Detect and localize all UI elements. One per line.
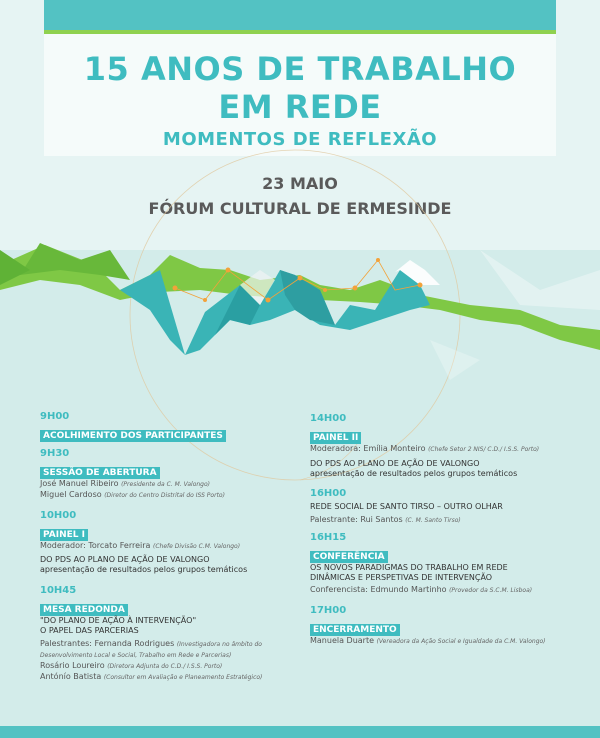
topic-line: REDE SOCIAL DE SANTO TIRSO – OUTRO OLHAR [310,502,503,511]
session-time: 14H00 [310,413,347,424]
session-panel-1 [40,510,247,575]
moderator-name: Moderadora: Emília Monteiro [310,444,426,453]
speaker-role: (Investigadora no âmbito do [176,641,262,648]
session-time: 10H45 [40,585,77,596]
speaker-name: Miguel Cardoso [40,490,102,499]
session-panel-2 [310,413,539,479]
topic-line: O PAPEL DAS PARCERIAS [40,626,139,635]
topic-line: DO PDS AO PLANO DE AÇÃO DE VALONGO [310,459,480,468]
title-line-1: 15 ANOS DE TRABALHO [83,50,517,88]
speaker-name: José Manuel Ribeiro [40,479,119,488]
session-time: 17H00 [310,605,347,616]
speaker-line [40,490,225,501]
session-time: 16H15 [310,532,347,543]
session-label: CONFERÊNCIA [310,551,388,563]
page-subtitle: MOMENTOS DE REFLEXÃO [162,129,438,150]
speaker-name: Palestrante: Rui Santos [310,515,403,524]
speaker-line [40,661,262,672]
speaker-role: (Provedor da S.C.M. Lisboa) [449,587,533,594]
speaker-role: (C. M. Santo Tirso) [405,517,461,524]
moderator-role: (Chefe Divisão C.M. Valongo) [153,543,241,550]
session-label: SESSÃO DE ABERTURA [40,467,160,479]
session-label: MESA REDONDA [40,604,128,616]
session-time: 9H30 [40,448,70,459]
speaker-line [310,636,546,647]
session-label: PAINEL I [40,529,88,541]
speaker-name: Manuela Duarte [310,636,375,645]
speaker-role: (Consultor em Avaliação e Planeamento Estratégico) [103,674,263,681]
moderator-name: Moderador: Torcato Ferreira [40,541,151,550]
speaker-role: (Diretora Adjunta do C.D./ I.S.S. Porto) [107,663,223,670]
speaker-role: (Vereadora da Ação Social e Igualdade da C.M. Valongo) [376,638,546,645]
event-date: 23 MAIO [262,174,338,193]
session-opening [40,448,225,501]
session-closing [310,605,546,647]
moderator-line [310,444,539,455]
session-time: 16H00 [310,488,347,499]
speaker-name: Antónío Batista [40,672,102,681]
session-label: ACOLHIMENTO DOS PARTICIPANTES [40,430,226,442]
topic-line: OS NOVOS PARADIGMAS DO TRABALHO EM REDE [310,563,508,572]
moderator-role: (Chefe Setor 2 NIS/ C.D./ I.S.S. Porto) [428,446,540,453]
topic-line: DO PDS AO PLANO DE AÇÃO DE VALONGO [40,555,210,564]
speaker-line [310,585,532,596]
topic-line: "DO PLANO DE AÇÃO À INTERVENÇÃO" [40,616,197,625]
moderator-line [40,541,247,552]
event-venue: FÓRUM CULTURAL DE ERMESINDE [148,199,452,218]
speaker-line [310,515,503,526]
topic-line: DINÂMICAS E PERSPETIVAS DE INTERVENÇÃO [310,573,493,582]
session-conference [310,532,532,596]
session-round-table [40,585,262,683]
speaker-role: Desenvolvimento Local e Social, Trabalho em Rede e Parcerias) [40,652,232,659]
topic-line: apresentação de resultados pelos grupos temáticos [310,469,518,478]
speaker-line [40,479,225,490]
session-label: PAINEL II [310,432,361,444]
speaker-role-continued [40,650,262,661]
title-line-2: EM REDE [218,88,382,126]
speaker-role: (Presidente da C. M. Valongo) [121,481,210,488]
speaker-name: Rosário Loureiro [40,661,105,670]
session-time: 10H00 [40,510,77,521]
session-welcome [40,411,226,442]
session-santo-tirso [310,488,503,526]
speaker-line [40,672,262,683]
speaker-role: (Diretor do Centro Distrital do ISS Porto) [104,492,225,499]
speaker-line [40,639,262,650]
session-time: 9H00 [40,411,70,422]
speaker-name: Conferencista: Edmundo Martinho [310,585,447,594]
speaker-name: Palestrantes: Fernanda Rodrigues [40,639,175,648]
session-label: ENCERRAMENTO [310,624,400,636]
bottom-banner-bar [0,726,600,738]
topic-line: apresentação de resultados pelos grupos temáticos [40,565,248,574]
